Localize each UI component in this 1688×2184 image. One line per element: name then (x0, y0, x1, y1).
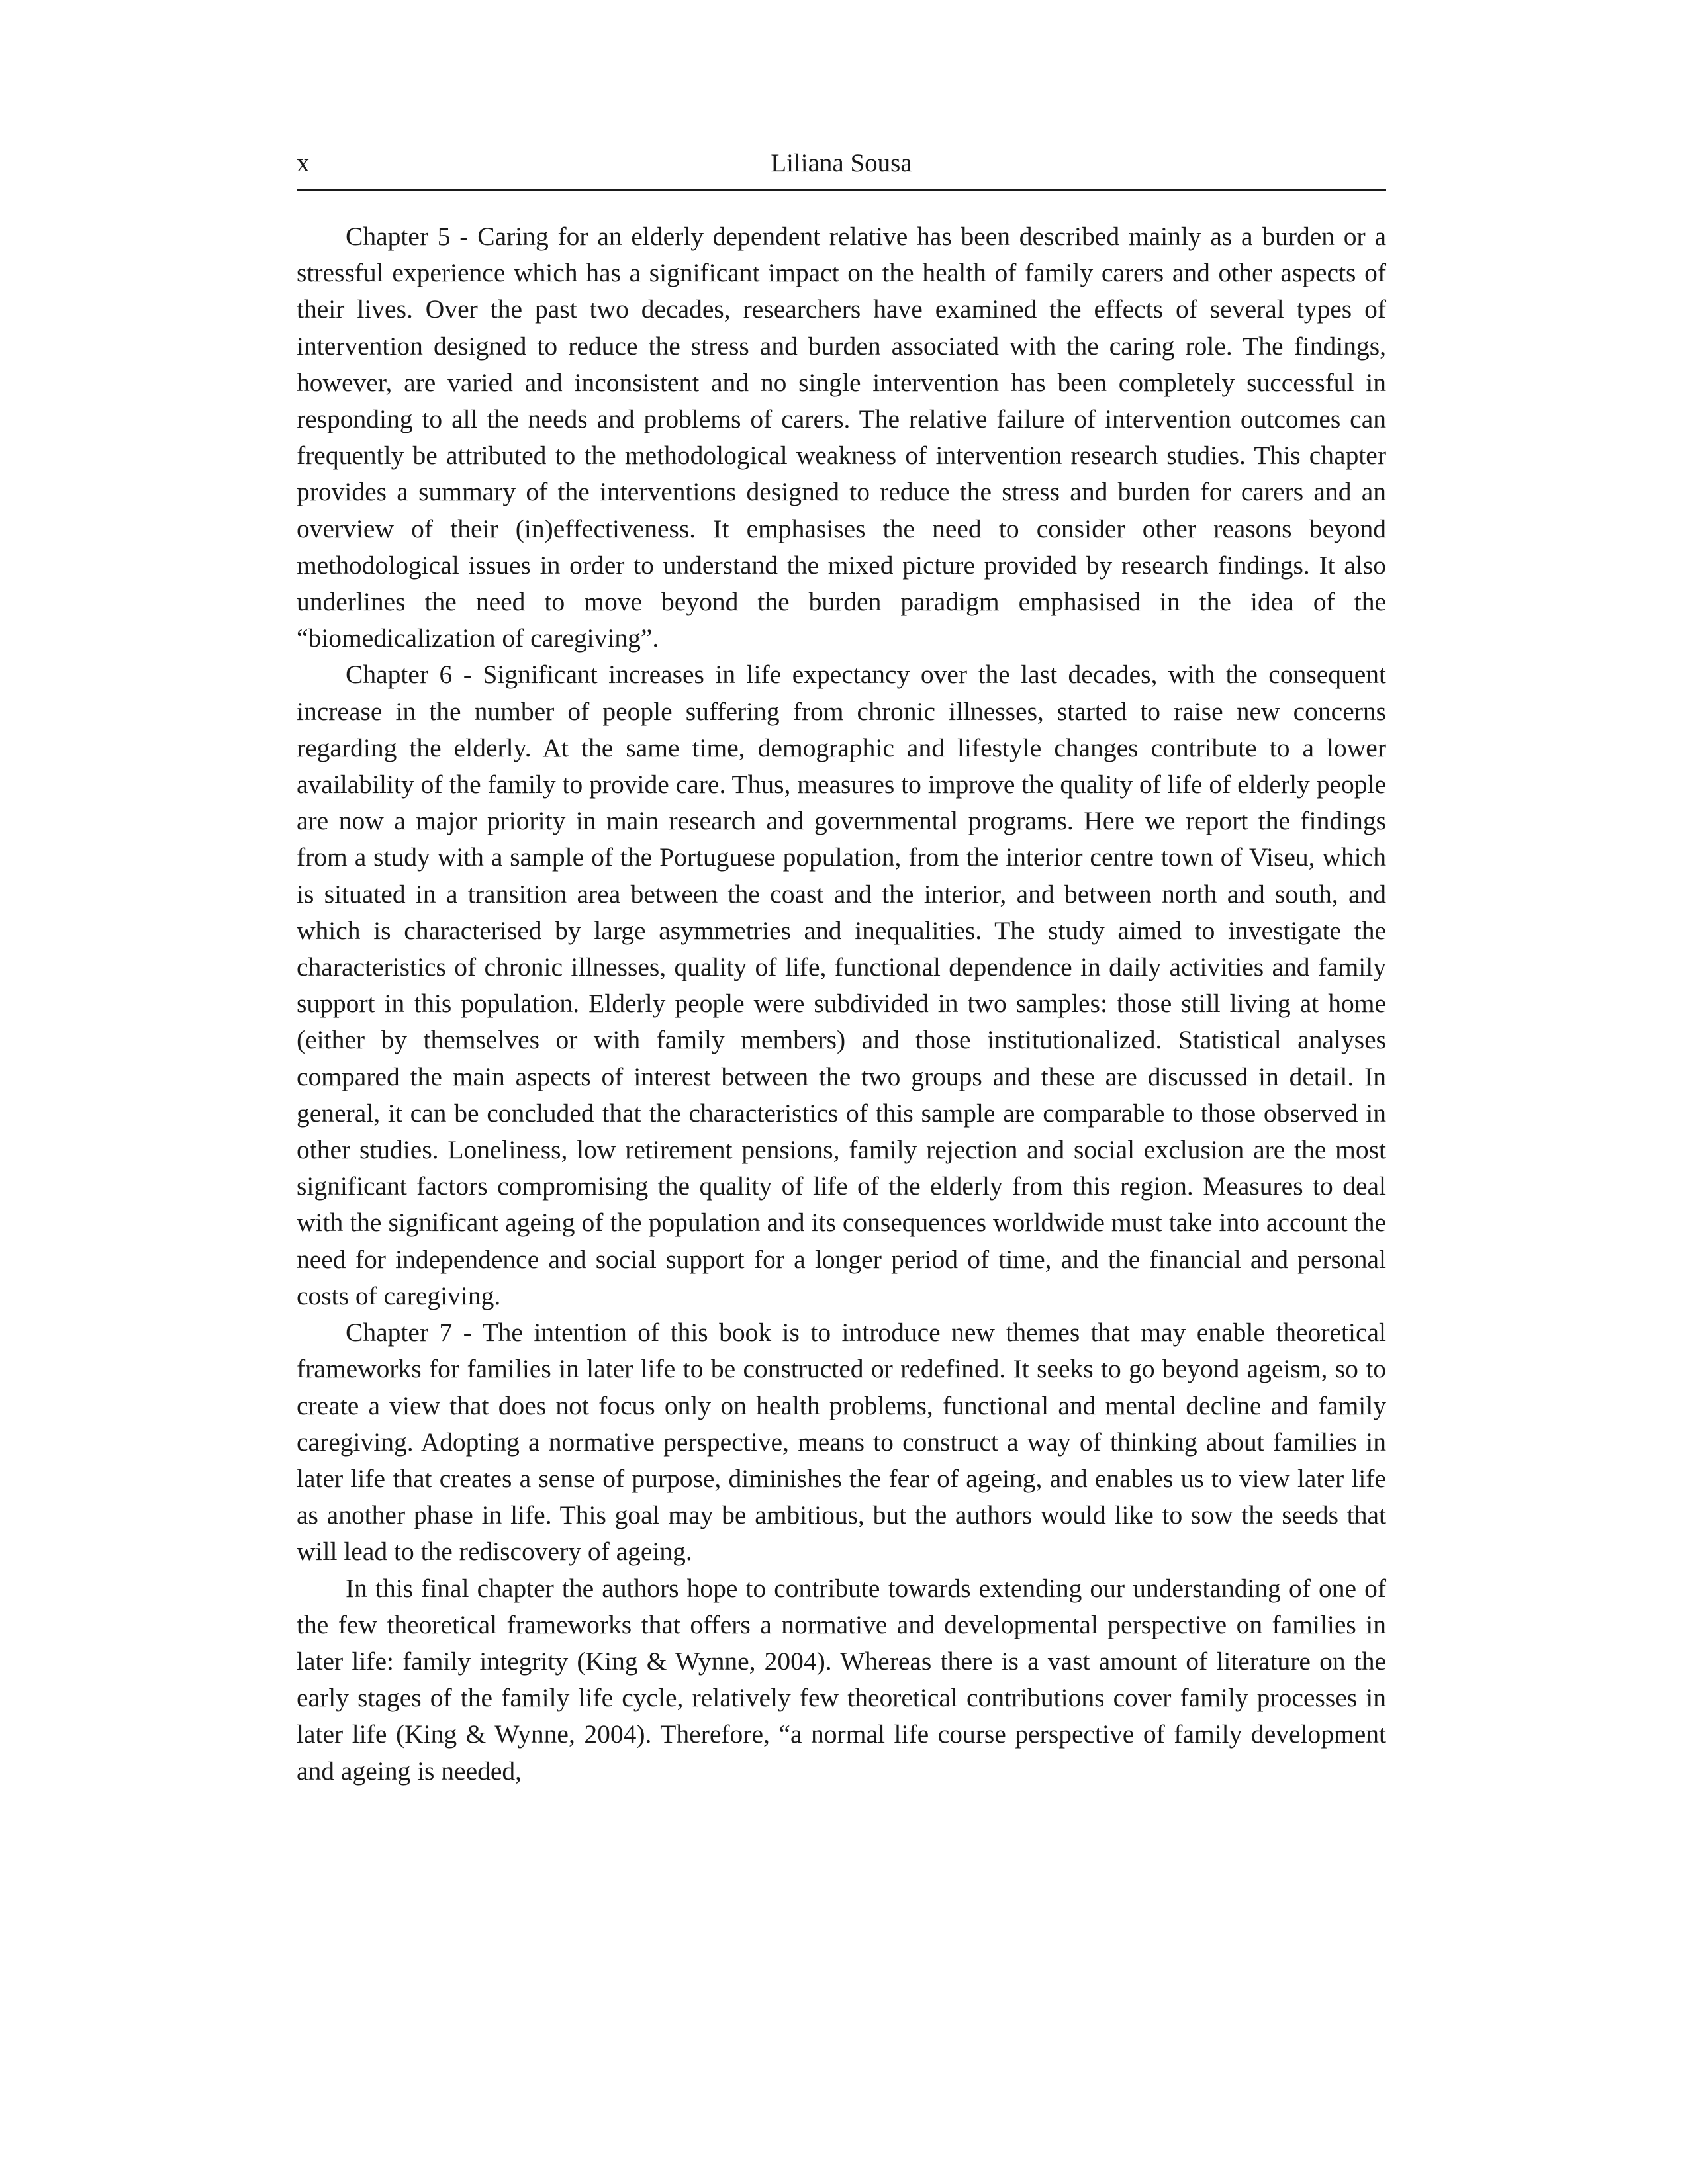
paragraph-final-chapter (297, 1570, 1386, 1790)
paragraph-chapter-6 (297, 657, 1386, 1314)
paragraph-text: Significant increases in life expectancy over the last decades, with the consequent increase in the number of people suffering from chronic illnesses, started to raise new concerns regarding the elderly. At the same time, demographic and lifestyle changes contribute to a lower availability of the family to provide care. Thus, measures to improve the quality of life of elderly people are now a major priority in main research and governmental programs. Here we report the findings from a study with a sample of the Portuguese population, from the interior centre town of Viseu, which is situated in a transition area between the coast and the interior, and between north and south, and which is characterised by large asymmetries and inequalities. The study aimed to investigate the characteristics of chronic illnesses, quality of life, functional dependence in daily activities and family support in this population. Elderly people were subdivided in two samples: those still living at home (either by themselves or with family members) and those institutionalized. Statistical analyses compared the main aspects of interest between the two groups and these are discussed in detail. In general, it can be concluded that the characteristics of this sample are comparable to those observed in other studies. Loneliness, low retirement pensions, family rejection and social exclusion are the most significant factors compromising the quality of life of the elderly from this region. Measures to deal with the significant ageing of the population and its consequences worldwide must take into account the need for independence and social support for a longer period of time, and the financial and personal costs of caregiving. (297, 660, 1386, 1310)
paragraph-text: In this final chapter the authors hope to contribute towards extending our understanding of one of the few theoretical frameworks that offers a normative and developmental perspective on families in later life: family integrity (King & Wynne, 2004). Whereas there is a vast amount of literature on the early stages of the family life cycle, relatively few theoretical contributions cover family processes in later life (King & Wynne, 2004). Therefore, “a normal life course perspective of family development and ageing is needed, (297, 1573, 1386, 1786)
paragraph-chapter-7 (297, 1314, 1386, 1570)
chapter-label: Chapter 5 - (346, 222, 478, 251)
header-rule (297, 189, 1386, 191)
running-title: Liliana Sousa (771, 149, 912, 177)
paragraph-text: The intention of this book is to introduce new themes that may enable theoretical frameworks for families in later life to be constructed or redefined. It seeks to go beyond ageism, so to create a view that does not focus only on health problems, functional and mental decline and family caregiving. Adopting a normative perspective, means to construct a way of thinking about families in later life that creates a sense of purpose, diminishes the fear of ageing, and enables us to view later life as another phase in life. This goal may be ambitious, but the authors would like to sow the seeds that will lead to the rediscovery of ageing. (297, 1318, 1386, 1567)
chapter-label: Chapter 7 - (346, 1318, 483, 1347)
page-number: x (297, 149, 310, 177)
body-text (297, 218, 1386, 1790)
chapter-label: Chapter 6 - (346, 660, 483, 690)
running-head (297, 142, 1386, 185)
paragraph-chapter-5 (297, 218, 1386, 657)
paragraph-text: Caring for an elderly dependent relative has been described mainly as a burden or a stressful experience which has a significant impact on the health of family carers and other aspects of their lives. Over the past two decades, researchers have examined the effects of several types of intervention designed to reduce the stress and burden associated with the caring role. The findings, however, are varied and inconsistent and no single intervention has been completely successful in responding to all the needs and problems of carers. The relative failure of intervention outcomes can frequently be attributed to the methodological weakness of intervention research studies. This chapter provides a summary of the interventions designed to reduce the stress and burden for carers and an overview of their (in)effectiveness. It emphasises the need to consider other reasons beyond methodological issues in order to understand the mixed picture provided by research findings. It also underlines the need to move beyond the burden paradigm emphasised in the idea of the “biomedicalization of caregiving”. (297, 222, 1386, 653)
